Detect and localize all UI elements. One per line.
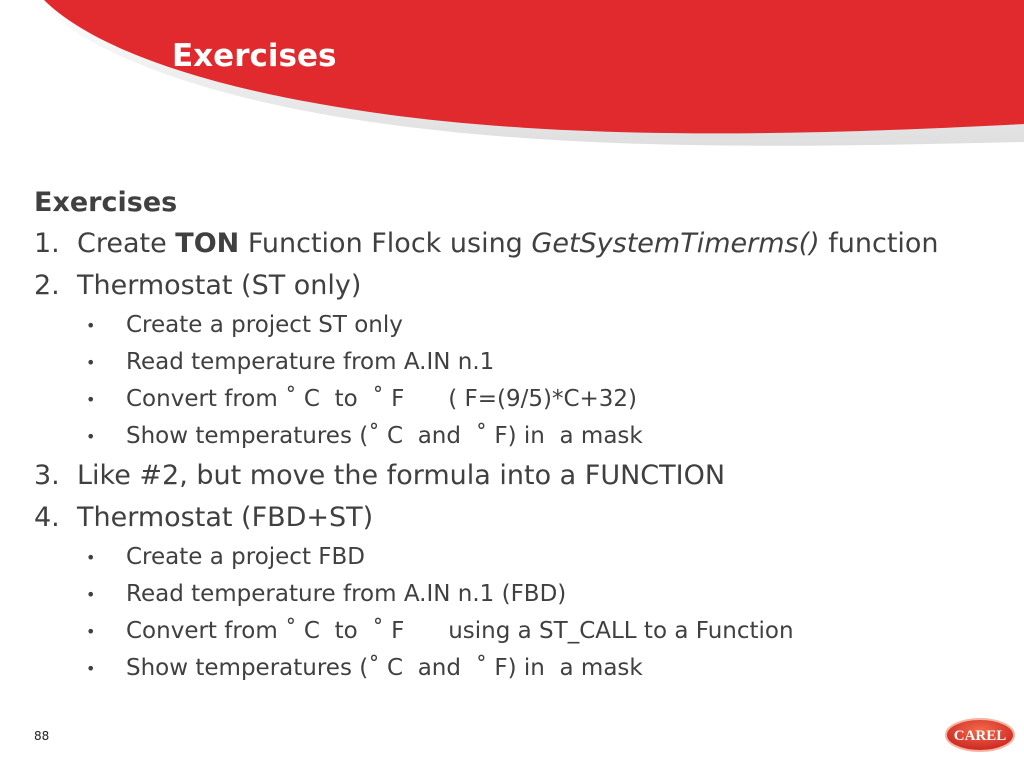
page-number: 88	[34, 729, 50, 743]
list-item-1	[34, 223, 1019, 265]
bullet-glyph: •	[86, 548, 96, 567]
bullet-glyph: •	[86, 390, 96, 409]
slide-title: Exercises	[172, 38, 337, 74]
bullet-text: Create a project FBD	[126, 544, 365, 570]
bullet-text: Convert from ˚ C to ˚ F using a ST_CALL to a Function	[126, 618, 794, 644]
bullet-text: Read temperature from A.IN n.1	[126, 349, 495, 375]
item-text-part: Function Flock using	[239, 228, 532, 259]
item-text	[77, 223, 939, 265]
item-number: 4.	[34, 502, 60, 533]
item-text-italic: GetSystemTimerms()	[531, 228, 820, 259]
section-heading: Exercises	[34, 187, 178, 218]
bullet-text: Show temperatures (˚ C and ˚ F) in a mask	[126, 655, 643, 681]
logo-text: CAREL	[953, 728, 1007, 744]
bullet-text: Create a project ST only	[126, 312, 403, 338]
list-item-3	[34, 455, 1019, 497]
item-text-bold: TON	[175, 228, 240, 259]
bullet-glyph: •	[86, 622, 96, 641]
item-text: Like #2, but move the formula into a FUNCTION	[77, 460, 726, 491]
item-number: 3.	[34, 460, 60, 491]
bullet-glyph: •	[86, 585, 96, 604]
bullet-glyph: •	[86, 316, 96, 335]
item-text-part: Create	[77, 228, 176, 259]
item-text-part: function	[819, 228, 939, 259]
bullet-glyph: •	[86, 353, 96, 372]
item-text: Thermostat (ST only)	[77, 270, 362, 301]
bullet-item	[34, 381, 1019, 418]
bullet-text: Convert from ˚ C to ˚ F ( F=(9/5)*C+32)	[126, 386, 638, 412]
slide-content	[34, 183, 1019, 687]
bullet-item	[34, 307, 1019, 344]
list-item-4	[34, 497, 1019, 539]
bullet-glyph: •	[86, 659, 96, 678]
bullet-item	[34, 539, 1019, 576]
item-number: 2.	[34, 270, 60, 301]
bullet-item	[34, 613, 1019, 650]
bullet-item	[34, 418, 1019, 455]
bullet-item	[34, 344, 1019, 381]
bullet-glyph: •	[86, 427, 96, 446]
bullet-item	[34, 576, 1019, 613]
item-number: 1.	[34, 228, 60, 259]
item-text: Thermostat (FBD+ST)	[77, 502, 374, 533]
bullet-item	[34, 650, 1019, 687]
bullet-text: Read temperature from A.IN n.1 (FBD)	[126, 581, 567, 607]
carel-logo	[944, 716, 1016, 754]
list-item-2	[34, 265, 1019, 307]
bullet-text: Show temperatures (˚ C and ˚ F) in a mask	[126, 423, 643, 449]
header-banner	[0, 0, 1024, 170]
